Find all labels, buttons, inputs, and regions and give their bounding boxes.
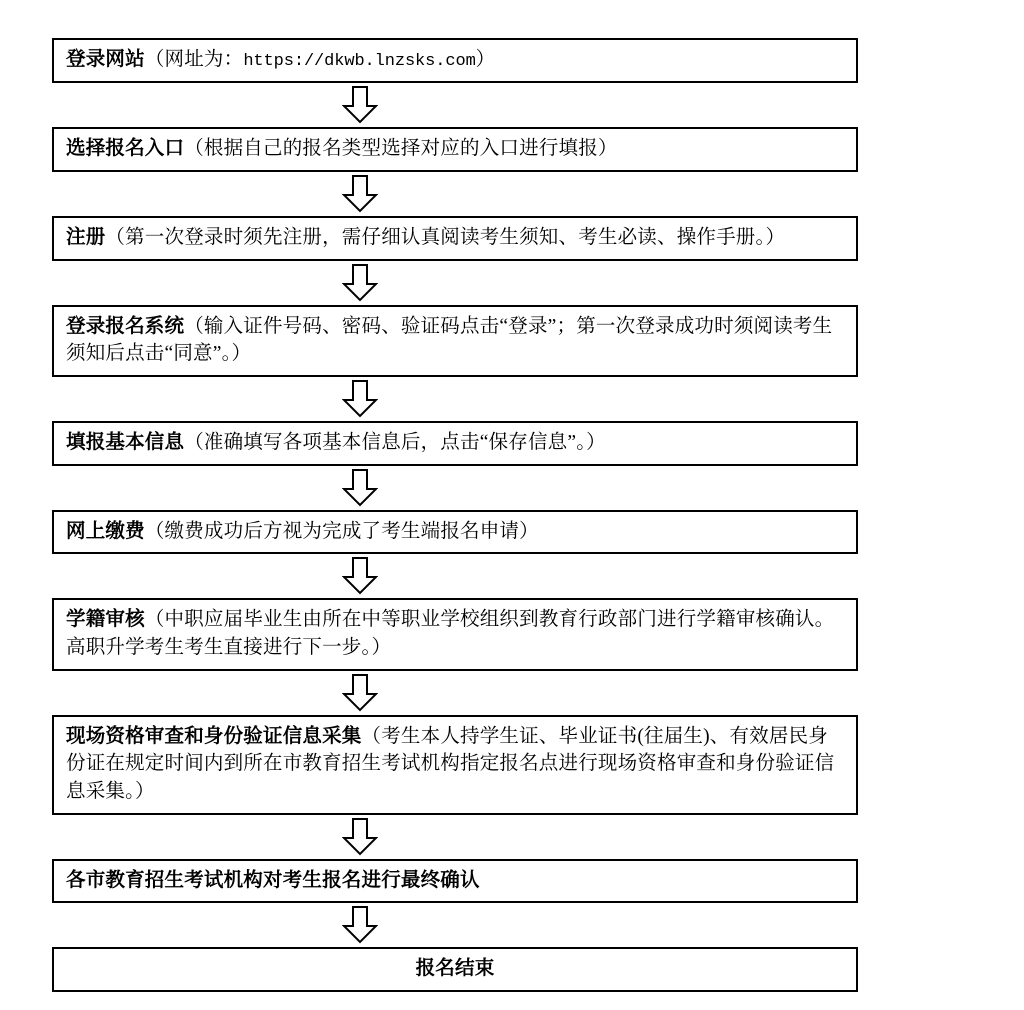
- flowchart-column: [52, 38, 858, 992]
- down-arrow-icon: [342, 264, 378, 302]
- node-heading: 各市教育招生考试机构对考生报名进行最终确认: [66, 869, 480, 891]
- node-detail: （缴费成功后方视为完成了考生端报名申请）: [144, 520, 539, 542]
- flow-arrow-2: [52, 172, 858, 216]
- node-detail: （输入证件号码、密码、验证码点击“登录”；第一次登录成功时须阅读考生须知后点击“同意”。）: [66, 315, 833, 365]
- down-arrow-icon: [342, 380, 378, 418]
- flow-node-choose-entry: [52, 127, 858, 172]
- flow-node-register: [52, 216, 858, 261]
- node-heading: 学籍审核: [66, 609, 145, 631]
- flow-node-login-site: [52, 38, 858, 83]
- flow-node-online-payment: [52, 510, 858, 555]
- flow-node-registration-end: [52, 947, 858, 992]
- flow-arrow-5: [52, 466, 858, 510]
- node-heading: 选择报名入口: [66, 138, 185, 160]
- flow-node-login-system: [52, 305, 858, 377]
- node-heading: 网上缴费: [66, 520, 145, 542]
- down-arrow-icon: [342, 557, 378, 595]
- node-detail-suffix: ）: [475, 49, 496, 70]
- node-heading: 报名结束: [415, 958, 495, 980]
- flow-arrow-8: [52, 815, 858, 859]
- flow-node-onsite-qualification: [52, 715, 858, 815]
- node-detail-prefix: （网址为：: [144, 49, 244, 70]
- flow-arrow-4: [52, 377, 858, 421]
- node-heading: 现场资格审查和身份验证信息采集: [66, 725, 362, 747]
- node-heading: 填报基本信息: [66, 431, 185, 453]
- flow-arrow-9: [52, 903, 858, 947]
- node-detail: （中职应届毕业生由所在中等职业学校组织到教育行政部门进行学籍审核确认。高职升学考生考生直接进行下一步。）: [66, 609, 835, 658]
- node-heading: 登录报名系统: [66, 315, 185, 337]
- down-arrow-icon: [342, 86, 378, 124]
- flow-arrow-7: [52, 671, 858, 715]
- flow-arrow-1: [52, 83, 858, 127]
- node-detail: （根据自己的报名类型选择对应的入口进行填报）: [184, 138, 618, 160]
- flow-node-fill-basic-info: [52, 421, 858, 466]
- flow-node-status-review: [52, 598, 858, 670]
- down-arrow-icon: [342, 818, 378, 856]
- down-arrow-icon: [342, 469, 378, 507]
- down-arrow-icon: [342, 175, 378, 213]
- node-detail: （考生本人持学生证、毕业证书(往届生)、有效居民身份证在规定时间内到所在市教育招生考试机构指定报名点进行现场资格审查和身份验证信息采集。）: [66, 725, 835, 802]
- node-heading: 登录网站: [66, 49, 145, 70]
- node-heading: 注册: [66, 226, 106, 248]
- node-detail: （第一次登录时须先注册，需仔细认真阅读考生须知、考生必读、操作手册。）: [105, 226, 786, 248]
- flow-arrow-6: [52, 554, 858, 598]
- down-arrow-icon: [342, 674, 378, 712]
- down-arrow-icon: [342, 906, 378, 944]
- flow-arrow-3: [52, 261, 858, 305]
- node-detail-url: https://dkwb.lnzsks.com: [243, 52, 476, 71]
- node-detail: （准确填写各项基本信息后，点击“保存信息”。）: [184, 431, 606, 453]
- flow-node-city-final-confirm: [52, 859, 858, 904]
